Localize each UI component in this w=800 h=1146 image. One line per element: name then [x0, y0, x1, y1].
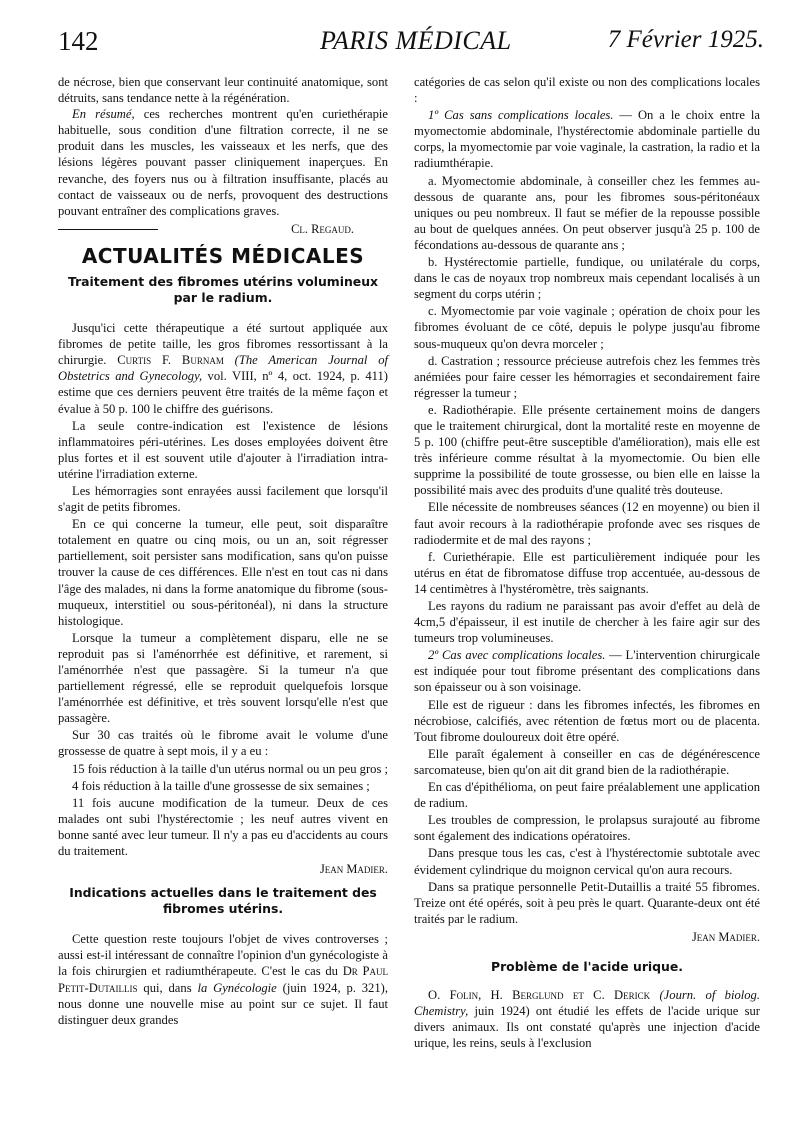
paragraph: En ce qui concerne la tumeur, elle peut, soit disparaître totalement en quatre ou cinq mois, ou un an, soit régresser partiellement, soit persister sans modification, sans qu'on puisse trouver la cause de ces différences. Elle n'est en tout cas ni dans l'âge des malades, ni dans la forme anatomique du fibrome (sous-muqueux, interstitiel ou sous-péritonéal), ni dans la structure histologique.: [58, 517, 388, 628]
paragraph: Elle nécessite de nombreuses séances (12 en moyenne) ou bien il faut avoir recours à la radiothérapie profonde avec ses risques de radiodermite et de mal des rayons ;: [414, 500, 760, 547]
paragraph: [414, 647, 760, 695]
paragraph: [414, 987, 760, 1051]
left-column: [58, 74, 388, 1028]
section-title: ACTUALITÉS MÉDICALES: [81, 243, 365, 268]
divider-rule: [58, 229, 158, 230]
source-title: (Journ. of biolog. Chemistry,: [414, 987, 760, 1019]
article-title: Traitement des fibromes utérins volumineux par le radium.: [67, 274, 379, 306]
source-title: (The American Journal of Obstetrics and Gynecology,: [58, 353, 389, 384]
signature: Jean Madier.: [319, 862, 388, 877]
article-title: Indications actuelles dans le traitement des fibromes utérins.: [69, 885, 377, 917]
paragraph-text: vol. VIII, nº 4, oct. 1924, p. 411) estime que ces derniers peuvent être traités de la même façon et évalue à 50 p. 100 le chiffre des guérisons.: [58, 369, 388, 416]
issue-date: 7 Février 1925.: [607, 26, 764, 53]
author-name: O. Folin, H. Berglund et C. Derick: [428, 987, 651, 1002]
signature: Cl. Regaud.: [291, 221, 354, 236]
signature: Jean Madier.: [691, 929, 760, 944]
paragraph: Elle paraît également à conseiller en cas de dégénérescence sarcomateuse, bien qu'on ait dit grand bien de la radiothérapie.: [414, 746, 760, 777]
page-number: 142: [58, 26, 99, 56]
emphasis: En résumé,: [72, 107, 135, 122]
paragraph-text: — On a le choix entre la myomectomie abdominale, l'hystérectomie abdominale partielle du corps, la myomectomie par voie vaginale, la castration, la radio et la radiumthérapie.: [414, 108, 760, 171]
paragraph: b. Hystérectomie partielle, fundique, ou unilatérale du corps, dans le cas de noyaux trop nombreux mais cependant localisés à un segment du corps utérin ;: [414, 255, 760, 302]
source-title: la Gynécologie: [197, 980, 277, 995]
paragraph: [58, 106, 388, 219]
right-column: [414, 74, 760, 1051]
paragraph: de nécrose, bien que conservant leur continuité anatomique, sont détruits, sans tendance nette à la régénération.: [58, 75, 388, 106]
paragraph: Dans sa pratique personnelle Petit-Dutaillis a traité 55 fibromes. Treize ont été opérés, soit à peu près le quart. Quarante-deux ont été traités par le radium.: [414, 879, 760, 926]
paragraph: La seule contre-indication est l'existence de lésions inflammatoires péri-utérines. Les doses employées doivent être plus fortes et il est souvent utile d'ajouter à l'irradiation intra-utérine l'irradiation externe.: [58, 418, 388, 481]
paragraph: Sur 30 cas traités où le fibrome avait le volume d'une grossesse de quatre à sept mois, il y a eu :: [58, 728, 388, 759]
author-name: Curtis F. Burnam: [117, 353, 224, 368]
paragraph-text: qui, dans: [137, 980, 198, 995]
paragraph-text: — L'intervention chirurgicale est indiquée pour tout fibrome présentant des complications dans son épaisseur ou à son voisinage.: [414, 648, 760, 695]
journal-title: PARIS MÉDICAL: [320, 26, 512, 55]
author-name: Dr Paul Petit-Dutaillis: [58, 964, 388, 995]
paragraph: Les hémorragies sont enrayées aussi facilement que lorsqu'il s'agit de petits fibromes.: [58, 483, 388, 515]
emphasis: 2º Cas avec complications locales.: [428, 648, 606, 663]
emphasis: 1º Cas sans complications locales.: [428, 108, 614, 123]
paragraph: [58, 931, 388, 1028]
paragraph: [414, 107, 760, 171]
paragraph: [58, 320, 388, 417]
paragraph: f. Curiethérapie. Elle est particulièrement indiquée pour les utérus en état de fibromatose diffuse trop accentuée, au-dessous de 14 centimètres à l'hystéromètre, très saignants.: [414, 549, 760, 596]
paragraph: d. Castration ; ressource précieuse autrefois chez les femmes très anémiées pour faire cesser les hémorragies et secondairement faire régresser la tumeur ;: [414, 353, 760, 400]
paragraph: 11 fois aucune modification de la tumeur. Deux de ces malades ont subi l'hystérectomie ; les neuf autres vivent en bonne santé avec leur tumeur. Il n'y a pas eu d'accidents au cours du traitement.: [58, 795, 388, 859]
article-title: Problème de l'acide urique.: [490, 958, 683, 974]
paragraph: Les troubles de compression, le prolapsus surajouté au fibrome sont également des indications opératoires.: [414, 813, 760, 844]
paragraph: 15 fois réduction à la taille d'un utérus normal ou un peu gros ;: [72, 761, 388, 776]
paragraph: Les rayons du radium ne paraissant pas avoir d'effet au delà de 4cm,5 d'épaisseur, il est inutile de chercher à les faire agir sur des tumeurs trop volumineuses.: [414, 599, 760, 646]
paragraph: Elle est de rigueur : dans les fibromes infectés, les fibromes en nécrobiose, calcifiés, avec rétention de fœtus mort ou de placenta. Tout fibrome douloureux doit être opéré.: [414, 697, 760, 744]
paragraph: e. Radiothérapie. Elle présente certainement moins de dangers que le traitement chirurgical, dont la mortalité reste en moyenne de 5 p. 100 (chiffre peut-être susceptible d'amélioration), mais elle est très inférieure comme résultat à la myomectomie. Ou bien elle supprime la possibilité de toute grossesse, ou bien elle en laisse la possibilité mais avec des produits d'une qualité très douteuse.: [414, 402, 760, 498]
paragraph: 4 fois réduction à la taille d'une grossesse de six semaines ;: [72, 778, 370, 793]
paragraph: c. Myomectomie par voie vaginale ; opération de choix pour les fibromes évoluant de ce côté, depuis le polype jusqu'au fibrome sous-muqueux qu'on devra morceler ;: [414, 304, 760, 351]
page-header: [58, 26, 764, 64]
paragraph: a. Myomectomie abdominale, à conseiller chez les femmes au-dessous de quarante ans, pour les fibromes sous-péritonéaux uniques ou peu nombreux. Il faut se méfier de la repousse possible au bout de quelques années. On peut observer jusqu'à 25 p. 100 de fécondations au-dessous de quarante ans ;: [414, 173, 760, 252]
paragraph: Lorsque la tumeur a complètement disparu, elle ne se reproduit pas si l'aménorrhée est définitive, et rarement, si l'aménorrhée n'est que passagère. Si la tumeur n'a que partiellement régressé, elle se reproduit quelquefois lorsque l'aménorrhée est définitive, et très souvent lorsqu'elle n'est que passagère.: [58, 630, 388, 726]
paragraph: En cas d'épithélioma, on peut faire préalablement une application de radium.: [414, 780, 760, 811]
paragraph-text: Jusqu'ici cette thérapeutique a été surtout appliquée aux fibromes de petite taille, les gros fibromes ressortissant à la chirurgie.: [58, 321, 388, 368]
paragraph-text: juin 1924) ont étudié les effets de l'acide urique sur divers animaux. Ils ont constaté qu'après une injection d'acide urique, les reins, seuls à l'exclusion: [414, 1004, 760, 1051]
paragraph: catégories de cas selon qu'il existe ou non des complications locales :: [414, 75, 760, 106]
paragraph: Dans presque tous les cas, c'est à l'hystérectomie subtotale avec évidement cylindrique du moignon cervical qu'on aura recours.: [414, 846, 760, 877]
paragraph-text: (juin 1924, p. 321), nous donne une nouvelle mise au point sur ce sujet. Il faut distinguer deux grandes: [58, 980, 388, 1027]
paragraph-text: ces recherches montrent qu'en curiethérapie habituelle, sous condition d'une filtration correcte, il ne se produit dans les muscles, les vaisseaux et les nerfs, que des lésions légères pouvant passer cliniquement inaperçues. En revanche, des foyers nus ou à filtration insuffisante, placés au contact de vaisseaux ou de nerfs, provoquent des destructions pouvant entraîner des complications graves.: [58, 107, 388, 218]
paragraph-text: Cette question reste toujours l'objet de vives controverses ; aussi est-il intéressant de connaître l'opinion d'un gynécologiste à la fois chirurgien et radiumthérapeute. C'est le cas du: [58, 932, 388, 979]
